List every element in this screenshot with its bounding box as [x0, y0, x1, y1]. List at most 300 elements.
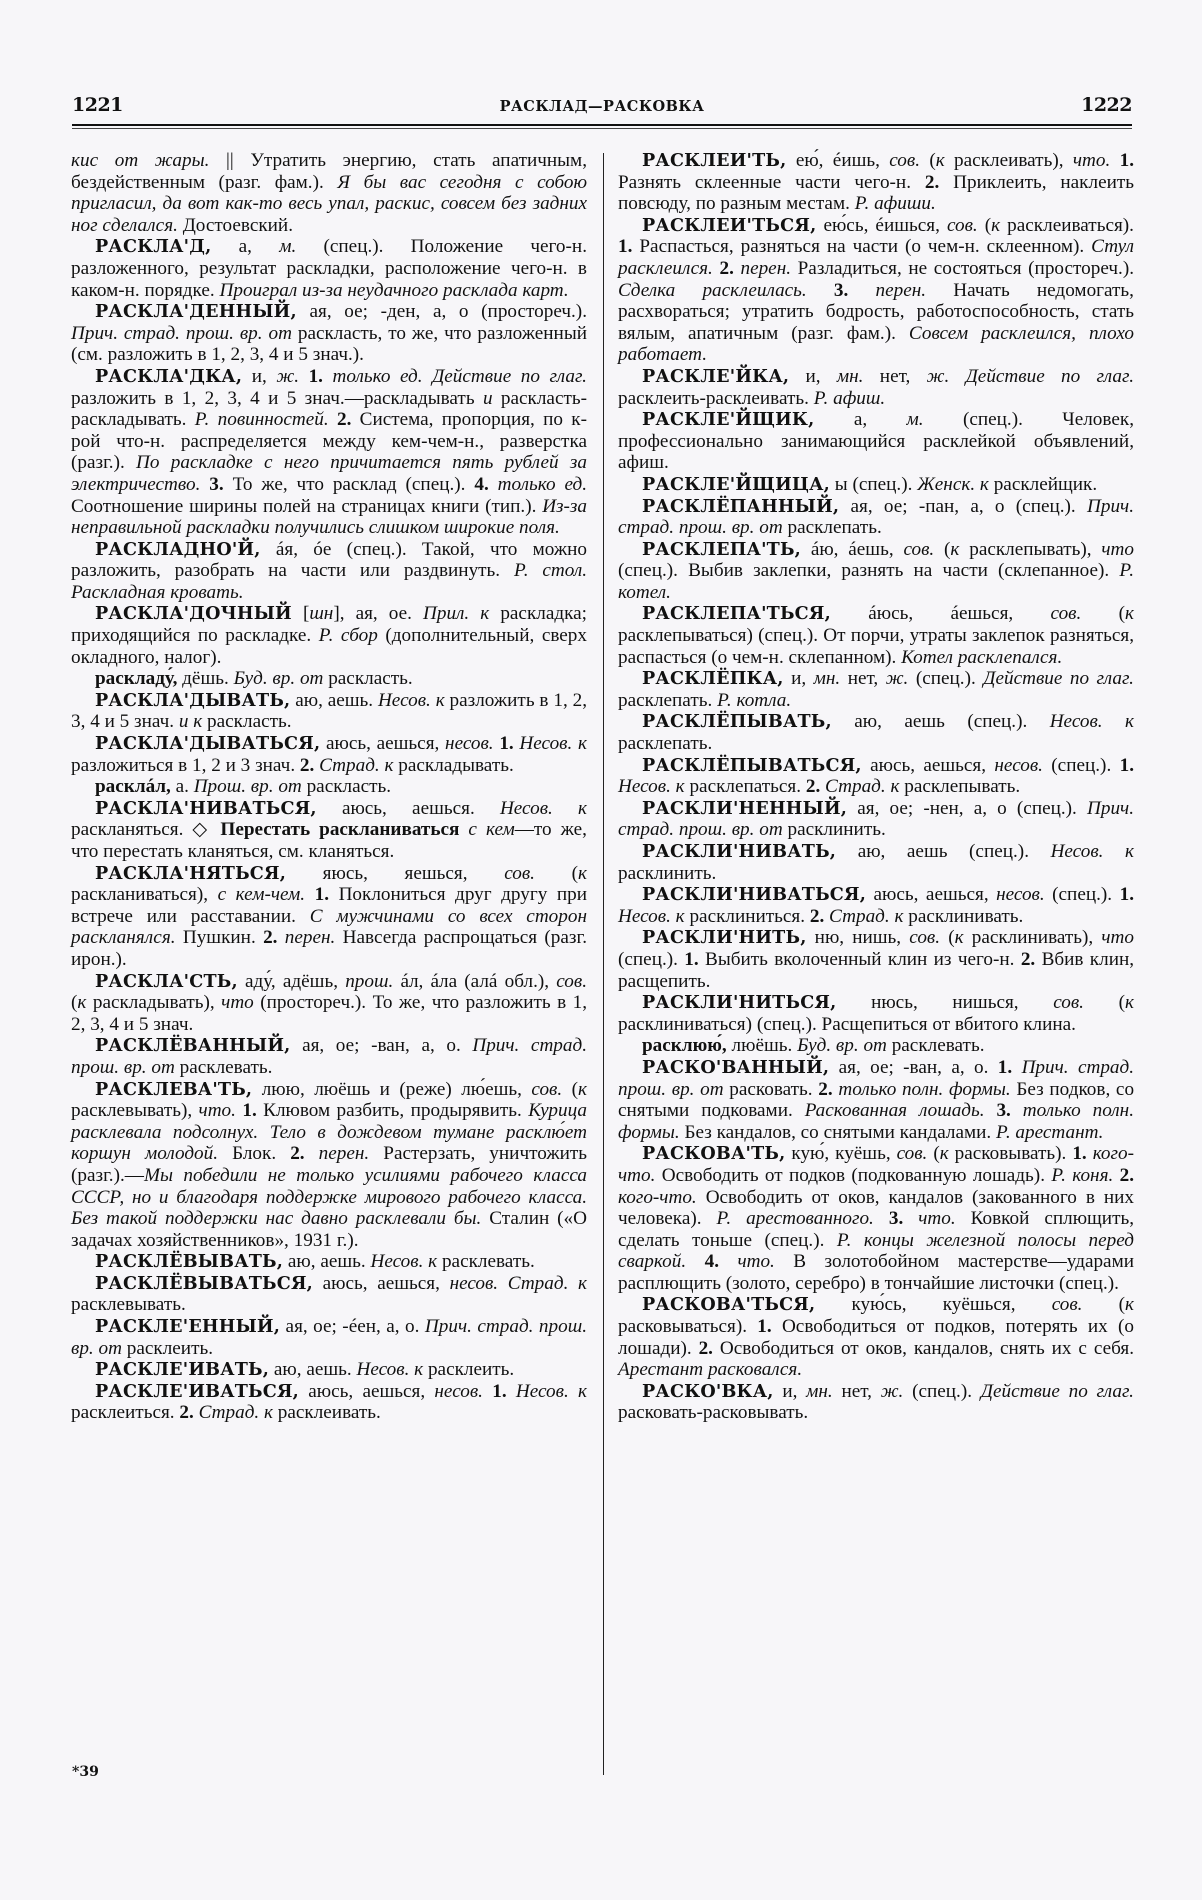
italic-text: и	[482, 387, 501, 409]
entry-text: Разладиться, не состояться (простореч.).	[797, 257, 1134, 279]
entry-text: расковывать).	[954, 1143, 1073, 1165]
dictionary-column-left	[71, 150, 587, 1424]
dictionary-entry	[71, 1316, 587, 1359]
bold-text: 2.	[299, 754, 320, 776]
entry-text: яюсь, яешься,	[286, 862, 505, 884]
italic-text: к	[939, 1143, 955, 1165]
entry-text: расклинивать.	[908, 905, 1024, 927]
bold-text: 3.	[833, 279, 876, 301]
italic-text: Р. котла.	[717, 689, 792, 711]
italic-text: С мужчинами со всех сторон раскланялся.	[71, 905, 587, 949]
italic-text: Котел расклепался.	[901, 646, 1063, 668]
dictionary-entry	[618, 1057, 1134, 1143]
bold-text: 4.	[704, 1251, 738, 1273]
dictionary-entry	[618, 474, 1134, 496]
dictionary-entry	[618, 366, 1134, 409]
bold-text: 2.	[1020, 948, 1042, 970]
bold-text: Перестать раскланиваться	[220, 819, 469, 841]
entry-text: и,	[783, 668, 814, 690]
headword: РАСКЛА'ДОЧНЫЙ	[95, 603, 292, 625]
entry-text: а,	[814, 409, 907, 431]
dictionary-entry	[71, 863, 587, 971]
italic-text: Прич. страд. прош. вр. от	[618, 797, 1134, 841]
italic-text: к	[1125, 992, 1134, 1014]
italic-text: сов.	[504, 862, 572, 884]
italic-text: Несов. к	[515, 1380, 587, 1402]
headword: РАСКЛЕВА'ТЬ,	[95, 1078, 253, 1100]
italic-text: несов.	[996, 884, 1053, 906]
entry-text: расклевать.	[891, 1035, 985, 1057]
headword: РАСКЛА'ДЫВАТЬСЯ,	[95, 733, 321, 755]
italic-text: к	[77, 992, 93, 1014]
dictionary-entry	[71, 1035, 587, 1078]
entry-text: Начать недомогать, расхвораться; утратить бодрость, работоспособность, стать вялым, апатичным (разг. фам.).	[618, 279, 1134, 344]
entry-text: Распасться, разняться на части (о чем-н. склеенном).	[639, 236, 1092, 258]
headword: РАСКЛА'НИВАТЬСЯ,	[95, 797, 317, 819]
bold-text: раскладу́,	[95, 668, 178, 690]
italic-text: Я бы вас сегодня с собою пригласил, да вот как-то весь упал, раскис, совсем без задних ног сделался.	[71, 171, 587, 236]
italic-text: Прич. страд. прош. вр. от	[618, 1056, 1135, 1100]
dictionary-entry	[71, 603, 587, 668]
entry-text: расклиниться.	[689, 905, 810, 927]
entry-text: Сталин («О задачах хозяйственников», 1931 г.).	[71, 1208, 587, 1251]
dictionary-entry	[618, 668, 1134, 711]
dictionary-entry	[618, 1381, 1134, 1424]
entry-text: расклепывать),	[969, 538, 1102, 560]
italic-text: Проиграл из-за неудачного расклада карт.	[219, 279, 569, 301]
italic-text: Р. арестованного.	[716, 1208, 889, 1230]
entry-text: раскланяться. ◇	[71, 819, 221, 841]
bold-text: 3.	[996, 1100, 1023, 1122]
entry-text: аю, аешь.	[269, 1359, 357, 1381]
headword: РАСКЛА'СТЬ,	[95, 970, 238, 992]
headword: РАСКЛАДНО'Й,	[95, 538, 261, 560]
italic-text: перен.	[284, 927, 343, 949]
entry-text: а.	[170, 776, 194, 798]
dictionary-entry	[71, 668, 587, 690]
italic-text: Мы победили не только усилиями рабочего класса СССР, но и благодаря поддержке мирового рабочего класса. Без такой поддержки нас давно расклевали бы.	[71, 1164, 587, 1230]
italic-text: Совсем расклеился, плохо работает.	[618, 322, 1134, 366]
entry-text: Достоевский.	[182, 214, 293, 236]
entry-text: разложиться в 1, 2 и 3 знач.	[71, 754, 300, 776]
entry-text: áя, óе (спец.). Такой, что можно разложить, разобрать на части или раздвинуть.	[71, 538, 587, 582]
entry-text: (спец.).	[618, 948, 685, 970]
italic-text: что.	[198, 1100, 243, 1122]
italic-text: Несов. к	[618, 776, 690, 798]
entry-text: Освободить от оков, кандалов (закованного в них человека).	[618, 1186, 1135, 1230]
entry-text: раскланиваться),	[71, 884, 218, 906]
bold-text: 1.	[757, 1316, 782, 1338]
italic-text: мн.	[806, 1380, 842, 1402]
entry-text: расклaсть.	[207, 711, 292, 733]
bold-text: расклюю́,	[642, 1035, 727, 1057]
entry-text: || Утратить энергию, стать апатичным, бездейственным (разг. фам.).	[71, 150, 587, 193]
page-number-left: 1221	[72, 94, 123, 116]
italic-text: сов.	[1051, 1294, 1119, 1316]
italic-text: кого-что.	[618, 1143, 1134, 1186]
entry-text: ая, ое; -нен, а, о (спец.).	[847, 797, 1087, 819]
entry-text: В золотобойном мастерстве—ударами расплющить (золото, серебро) в тончайшие листочки (спец.).	[618, 1251, 1134, 1294]
page-header	[72, 86, 1132, 126]
italic-text: сов.	[909, 927, 949, 949]
headword: РАСКЛА'ДЫВАТЬ,	[95, 689, 291, 711]
entry-text: аду́, адёшь,	[237, 970, 346, 992]
italic-text: Сделка расклеилась.	[618, 279, 834, 301]
headword: РАСКЛИ'НЕННЫЙ,	[642, 797, 848, 819]
bold-text: 2.	[336, 409, 360, 431]
dictionary-entry	[618, 841, 1134, 884]
headword: РАСКЛЕИ'ТЬСЯ,	[642, 214, 817, 236]
entry-text: расклaсть.	[306, 776, 392, 798]
entry-text: кую́сь, куёшься,	[815, 1294, 1052, 1316]
entry-text: (	[1118, 603, 1126, 625]
bold-text: 1.	[242, 1100, 264, 1122]
bold-text: 4.	[474, 473, 498, 495]
italic-text: к	[954, 927, 972, 949]
entry-text: (спец.). Человек, профессионально занимающийся расклейкой объявлений, афиш.	[618, 409, 1134, 474]
italic-text: Женск. к	[917, 473, 994, 495]
italic-text: к	[935, 150, 955, 171]
entry-text: Клювом разбить, продырявить.	[263, 1100, 529, 1122]
entry-text: аю, аешь (спец.).	[836, 841, 1051, 862]
headword: РАСКЛЕИ'ТЬ,	[642, 150, 787, 171]
italic-text: сов.	[946, 214, 985, 236]
entry-text: аюсь, аешься,	[313, 1272, 450, 1294]
entry-text: (спец.).	[1051, 754, 1120, 776]
entry-text: (	[571, 862, 579, 884]
entry-text: Без кандалов, со снятыми кандалами.	[684, 1121, 997, 1143]
entry-text: аю, аешь.	[283, 1251, 371, 1273]
italic-text: сов.	[889, 150, 930, 171]
entry-text: Соотношение ширины полей на страницах книги (тип.).	[71, 495, 543, 517]
headword: РАСКОВА'ТЬ,	[642, 1143, 786, 1165]
italic-text: только ед. Действие по глаг.	[332, 365, 587, 387]
entry-text: раскладка; приходящийся по раскладке.	[71, 603, 587, 647]
bold-text: 2.	[924, 171, 954, 193]
italic-text: к	[950, 538, 970, 560]
entry-text: (	[1118, 1294, 1126, 1316]
entry-text: [	[291, 603, 310, 625]
italic-text: Р. коня.	[1051, 1164, 1120, 1186]
italic-text: Стул расклеился.	[618, 236, 1134, 279]
bold-text: 3.	[888, 1208, 919, 1230]
running-head: РАСКЛАД—РАСКОВКА	[499, 98, 705, 115]
headword: РАСКЛЕ'ЕННЫЙ,	[95, 1316, 281, 1338]
bold-text: 2.	[809, 905, 830, 927]
entry-text: аю, аешь (спец.).	[831, 711, 1050, 733]
entry-text: дёшь.	[177, 668, 234, 690]
entry-text: áю, áешь,	[801, 538, 904, 560]
header-rule-thick	[72, 124, 1132, 126]
italic-text: Р. концы железной полосы перед сваркой.	[618, 1229, 1134, 1273]
entry-text: расклеить-расклеивать.	[618, 387, 814, 409]
entry-text: Растерзать, уничтожить (разг.).—	[71, 1143, 588, 1186]
dictionary-entry	[618, 884, 1134, 927]
italic-text: Расковaнная лошадь.	[804, 1100, 997, 1122]
entry-text: (	[1118, 992, 1126, 1014]
italic-text: что.	[918, 1208, 971, 1230]
italic-text: Прич. страд. прош. вр. от	[71, 1035, 587, 1078]
entry-text: (спец.). Выбив заклепки, разнять на части (склепанное).	[618, 560, 1120, 582]
bold-text: 1.	[1119, 754, 1134, 776]
entry-text: —то же, что перестать кланяться, см. кланяться.	[71, 819, 587, 862]
italic-text: м.	[906, 409, 963, 431]
italic-text: сов.	[531, 1078, 572, 1100]
entry-text: люёшь.	[726, 1035, 798, 1057]
bold-text: 1.	[499, 733, 520, 755]
entry-text: Освободить от подков (подкованную лошадь).	[661, 1164, 1052, 1186]
italic-text: к	[578, 862, 587, 884]
italic-text: Несов. к	[377, 689, 450, 711]
entry-text: ню, нишь,	[806, 927, 910, 949]
entry-text: (спец.).	[915, 668, 984, 690]
headword: РАСКЛЁВЫВАТЬСЯ,	[95, 1272, 313, 1294]
italic-text: перен.	[740, 257, 798, 279]
italic-text: Прич. страд. прош. вр. от	[71, 1316, 587, 1359]
italic-text: Страд. к	[829, 905, 909, 927]
entry-text: Поклониться друг другу при встрече или расставании.	[71, 884, 587, 927]
entry-text: (	[929, 150, 936, 171]
bold-text: 2.	[290, 1143, 319, 1165]
italic-text: сов.	[1053, 992, 1119, 1014]
dictionary-entry	[71, 690, 587, 733]
bold-text: 2.	[805, 776, 826, 798]
italic-text: и к	[178, 711, 208, 733]
entry-text: Освободиться от подков, потерять их (о лошади).	[618, 1316, 1135, 1359]
entry-text: расклaсть, то же, что разложенный (см. разложить в 1, 2, 3, 4 и 5 знач.).	[71, 322, 587, 366]
bold-text: 2.	[179, 1402, 199, 1424]
headword: РАСКОВА'ТЬСЯ,	[642, 1294, 816, 1316]
headword: РАСКЛЕ'ЙЩИЦА,	[642, 473, 830, 495]
italic-text: Р. афиш.	[813, 387, 886, 409]
column-divider	[603, 153, 604, 1775]
italic-text: Несов. к	[1050, 841, 1134, 862]
entry-text: (дополнительный, сверх окладного, налог).	[71, 625, 587, 668]
entry-text: ая, ое; -ван, а, о.	[290, 1035, 473, 1057]
entry-text: расклепываться) (спец.). От порчи, утраты заклепок разняться, распасться (о чем-н. склепанном).	[618, 625, 1134, 668]
entry-text: аюсь, аешься,	[866, 884, 997, 906]
bold-text: 2.	[719, 257, 741, 279]
italic-text: м.	[279, 236, 324, 258]
entry-text: Приклеить, наклеить повсюду, по разным местам.	[618, 171, 1134, 215]
entry-text: расклепать.	[618, 733, 713, 755]
entry-text: раскладывать.	[398, 754, 514, 776]
entry-text: нет,	[841, 1380, 881, 1402]
bold-text: 3.	[209, 473, 233, 495]
entry-text: (спец.).	[912, 1380, 981, 1402]
entry-text: (	[944, 538, 951, 560]
dictionary-entry	[618, 755, 1134, 798]
dictionary-entry	[71, 733, 587, 776]
entry-text: Разнять склеенные части чего-н.	[618, 171, 925, 193]
entry-continuation	[71, 150, 587, 236]
italic-text: Несов. к	[519, 733, 587, 755]
italic-text: Из-за неправильной раскладки получились слишком широкие поля.	[71, 495, 587, 539]
entry-text: нет,	[879, 365, 927, 387]
bold-text: 1.	[618, 236, 640, 258]
entry-text: и,	[773, 1380, 807, 1402]
italic-text: что	[1101, 538, 1134, 560]
italic-text: сов.	[896, 1143, 934, 1165]
headword: РАСКЛЁПЫВАТЬСЯ,	[642, 754, 862, 776]
dictionary-entry	[618, 215, 1134, 366]
italic-text: несов. Страд. к	[449, 1272, 587, 1294]
headword: РАСКО'ВАННЫЙ,	[642, 1056, 830, 1078]
italic-text: Р. арестант.	[996, 1121, 1104, 1143]
dictionary-entry	[71, 1273, 587, 1316]
entry-text: люю, люёшь и (реже) лю́ешь,	[252, 1078, 532, 1100]
entry-text: расклеивать.	[277, 1402, 381, 1424]
italic-text: что.	[1072, 150, 1120, 171]
italic-text: Буд. вр. от	[797, 1035, 892, 1057]
entry-text: Навсегда распрощаться (разг. ирон.).	[71, 927, 587, 970]
dictionary-entry	[618, 409, 1134, 474]
entry-text: (	[984, 214, 992, 236]
entry-text: расклепаться.	[689, 776, 806, 798]
entry-text: а,	[211, 236, 280, 258]
headword: РАСКЛА'ДКА,	[95, 365, 243, 387]
headword: РАСКЛА'НЯТЬСЯ,	[95, 862, 287, 884]
entry-text: расклaсть.	[328, 668, 413, 690]
italic-text: только ед.	[497, 473, 588, 495]
italic-text: Р. стол. Раскладная кровать.	[71, 560, 588, 603]
bold-text: 1.	[1119, 150, 1134, 171]
entry-text: ая, ое; -ван, а, о.	[829, 1056, 998, 1078]
italic-text: Р. повинностей.	[194, 409, 337, 431]
italic-text: к	[578, 1078, 587, 1100]
italic-text: несов.	[434, 1380, 493, 1402]
italic-text: Курица расклевала подсолнух. Тело в дождевом тумане расклю́ет коршун молодой.	[71, 1100, 588, 1165]
entry-text: Выбить вколоченный клин из чего-н.	[705, 948, 1021, 970]
italic-text: Прич. страд. прош. вр. от	[618, 495, 1134, 539]
headword: РАСКЛЕПА'ТЬСЯ,	[642, 603, 831, 625]
entry-text: и,	[242, 365, 277, 387]
italic-text: Р. сбор	[318, 625, 386, 647]
entry-text: расклиниваться) (спец.). Расщепиться от вбитого клина.	[618, 1013, 1076, 1035]
headword: РАСКЛЁВЫВАТЬ,	[95, 1251, 284, 1273]
headword: РАСКЛЕ'ИВАТЬ,	[95, 1359, 270, 1381]
headword: РАСКЛИ'НИВАТЬ,	[642, 841, 837, 862]
page-number-right: 1222	[1081, 94, 1132, 116]
headword: РАСКО'ВКА,	[642, 1380, 774, 1402]
entry-text: аюсь, аешься,	[861, 754, 995, 776]
italic-text: перен.	[875, 279, 954, 301]
italic-text: Действие по глаг.	[983, 668, 1134, 690]
dictionary-entry	[71, 1079, 587, 1252]
entry-text: ая, ое; -пан, а, о (спец.).	[839, 495, 1087, 517]
italic-text: что	[221, 992, 261, 1014]
entry-text: разложить в 1, 2, 3, 4 и 5 знач.—раскладывать	[71, 387, 483, 409]
italic-text: мн.	[836, 365, 880, 387]
bold-text: 1.	[308, 365, 333, 387]
italic-text: что	[1101, 927, 1134, 949]
italic-text: Несов. к	[356, 1359, 428, 1381]
entry-text: расклепать.	[618, 689, 718, 711]
dictionary-entry	[71, 971, 587, 1036]
entry-text: аюсь, аешься,	[299, 1380, 435, 1402]
italic-text: с кем	[468, 819, 515, 841]
italic-text: шн	[309, 603, 334, 625]
entry-text: (	[571, 1078, 579, 1100]
entry-text: расклинивать),	[971, 927, 1102, 949]
dictionary-entry	[71, 776, 587, 798]
italic-text: Страд. к	[319, 754, 399, 776]
entry-text: расклеивать),	[954, 150, 1073, 171]
dictionary-entry	[618, 798, 1134, 841]
headword: РАСКЛЕ'ЙКА,	[642, 365, 790, 387]
headword: РАСКЛИ'НИВАТЬСЯ,	[642, 884, 867, 906]
bold-text: 2.	[698, 1337, 720, 1359]
entry-text: нет,	[847, 668, 886, 690]
entry-text: (	[933, 1143, 940, 1165]
italic-text: к	[991, 214, 1008, 236]
entry-text: Блок.	[232, 1143, 291, 1165]
italic-text: Несов. к	[618, 905, 690, 927]
italic-text: Страд. к	[198, 1402, 278, 1424]
entry-text: (спец.).	[1052, 884, 1120, 906]
italic-text: перен.	[318, 1143, 384, 1165]
entry-text: (	[71, 992, 78, 1014]
dictionary-column-right	[618, 150, 1134, 1424]
headword: РАСКЛЁПЫВАТЬ,	[642, 711, 832, 733]
headword: РАСКЛЁПАННЫЙ,	[642, 495, 840, 517]
entry-text: áюсь, áешься,	[830, 603, 1051, 625]
entry-text: расклевывать),	[71, 1100, 199, 1122]
bold-text: 1.	[684, 948, 706, 970]
dictionary-entry	[71, 539, 587, 604]
italic-text: Р. афиши.	[854, 193, 936, 215]
italic-text: только полн. формы.	[618, 1100, 1134, 1143]
headword: РАСКЛЕПА'ТЬ,	[642, 538, 801, 560]
entry-text: расклaсть-раскладывать.	[71, 387, 587, 431]
dictionary-entry	[618, 603, 1134, 668]
italic-text: прош.	[345, 970, 401, 992]
italic-text: Буд. вр. от	[233, 668, 329, 690]
dictionary-entry	[618, 927, 1134, 992]
header-rule-thin	[72, 128, 1132, 129]
italic-text: сов.	[556, 970, 588, 992]
entry-text: расклейщик.	[993, 473, 1098, 495]
entry-text: разложить в 1, 2, 3, 4 и 5 знач.	[71, 689, 587, 733]
entry-text: ая, ое; -ден, а, о (простореч.).	[296, 301, 587, 323]
entry-text: То же, что расклад (спец.).	[232, 473, 475, 495]
entry-text: ы (спец.).	[829, 473, 918, 495]
italic-text: Прил. к	[423, 603, 501, 625]
entry-text: ], ая, ое.	[333, 603, 423, 625]
italic-text: несов.	[994, 754, 1052, 776]
italic-text: ж.	[880, 1380, 913, 1402]
entry-text: расковать.	[729, 1078, 819, 1100]
dictionary-entry	[71, 1359, 587, 1381]
italic-text: Несов. к	[370, 1251, 442, 1273]
italic-text: ж.	[276, 365, 309, 387]
italic-text: Несов. к	[499, 797, 587, 819]
dictionary-entry	[618, 150, 1134, 215]
entry-text: ая, ое; -éен, а, о.	[280, 1316, 425, 1338]
entry-text: кую́, куёшь,	[785, 1143, 897, 1165]
entry-text: расковываться).	[618, 1316, 758, 1338]
entry-text: áл, áла (алá обл.),	[400, 970, 557, 992]
entry-text: расклепывать.	[904, 776, 1021, 798]
entry-text: расклевать.	[179, 1056, 273, 1078]
headword: РАСКЛЁВАННЫЙ,	[95, 1035, 291, 1057]
bold-text: 1.	[1072, 1143, 1093, 1165]
italic-text: с кем-чем.	[217, 884, 315, 906]
bold-text: 1.	[997, 1056, 1022, 1078]
entry-text: аюсь, аешься.	[316, 797, 500, 819]
italic-text: сов.	[1050, 603, 1119, 625]
entry-text: (спец.). Положение чего-н. разложенного, результат раскладки, расположение чего-н. в каком-н. порядке.	[71, 236, 587, 301]
